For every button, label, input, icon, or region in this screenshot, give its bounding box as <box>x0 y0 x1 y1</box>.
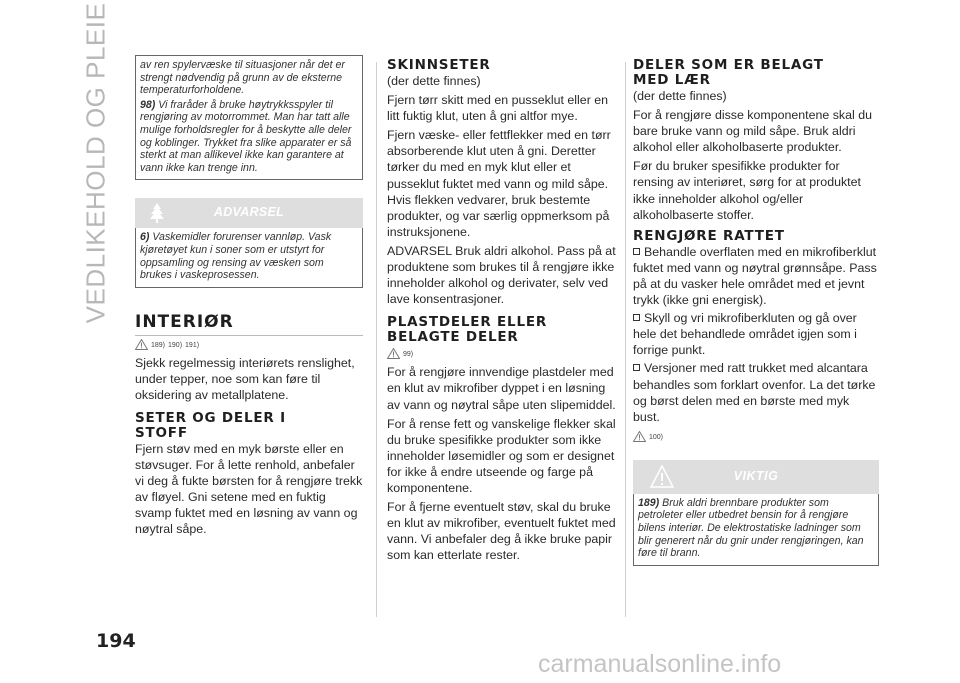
warning-6 <box>140 231 358 281</box>
plastic-p2: For å rense fett og vanskelige flekker skal du bruke spesifikke produkter som ikke inneholder løsemidler og som er designet for ikke å endre utseende og farge på komponentene. <box>387 416 616 495</box>
seats-heading-line-1: SETER OG DELER I <box>135 410 286 426</box>
plastic-p1: For å rengjøre innvendige plastdeler med en klut av mikrofiber dyppet i en løsning av vann og nøytral såpe uten slipemiddel. <box>387 365 616 412</box>
note-continuation: av ren spylervæske til situasjoner når det er strengt nødvendig på grunn av de eksterne temperaturforholdene. <box>140 59 345 97</box>
plastic-parts-heading <box>387 315 619 345</box>
note-box-98 <box>135 55 363 180</box>
page-number: 194 <box>96 630 136 652</box>
leather-parts-heading <box>633 58 879 88</box>
warning-triangle-icon <box>135 339 148 352</box>
chapter-side-title-text: VEDLIKEHOLD OG PLEIE <box>80 2 111 324</box>
steering-bullet-1-text: Behandle overflaten med en mikrofiberklut fuktet med vann og nøytral grønnsåpe. Pass på at du vasker hele området med et jevnt trykk (ikke gni energisk). <box>633 244 877 308</box>
interior-text: Sjekk regelmessig interiørets renslighet, under tepper, noe som kan føre til oksidering av metallplatene. <box>135 355 355 402</box>
plastic-p3: For å fjerne eventuelt støv, skal du bruke en klut av mikrofiber, eventuelt fuktet med vann. Vi anbefaler deg å ikke bruke papir som kan etterlate rester. <box>387 500 616 563</box>
seats-text: Fjern støv med en myk børste eller en støvsuger. For å lette renhold, anbefaler vi deg å fukte børsten for å rengjøre trekk av fløyel. Gni setene med en fuktig svamp fuktet med en løsning av vann og nøytral såpe. <box>135 442 363 537</box>
note-98 <box>140 99 358 175</box>
plastic-heading-line-1: PLASTDELER ELLER <box>387 314 548 331</box>
chapter-side-title <box>76 2 116 324</box>
important-box-189 <box>633 494 879 566</box>
leather-parts-heading-line-2: MED LÆR <box>633 72 711 88</box>
warning-6-text: Vaskemidler forurenser vannløp. Vask kjøretøyet kun i soner som er utstyrt for oppsamling og rensing av væsken som brukes i vaskeprosessen. <box>140 231 332 282</box>
seats-heading <box>135 411 363 441</box>
seats-heading-line-2: STOFF <box>135 425 188 441</box>
column-2 <box>387 55 619 566</box>
column-3 <box>633 55 879 566</box>
leather-seats-subtitle: (der dette finnes) <box>387 74 481 88</box>
steering-bullet-2-text: Skyll og vri mikrofiberkluten og gå over hele det behandlede området igjen som i forrige punkt. <box>633 311 857 358</box>
steering-references <box>633 431 879 444</box>
leather-parts-subtitle: (der dette finnes) <box>633 89 727 103</box>
note-189 <box>638 497 874 560</box>
ref-191: 191) <box>185 341 200 349</box>
ref-99: 99) <box>403 351 414 359</box>
leather-seats-p1: Fjern tørr skitt med en pusseklut eller en litt fuktig klut, uten å gni altfor mye. <box>387 93 609 124</box>
bullet-square-icon <box>633 364 640 371</box>
leather-seats-heading: SKINNSETER <box>387 57 491 73</box>
ref-189: 189) <box>151 341 166 349</box>
steering-bullet-1 <box>633 244 879 308</box>
steering-wheel-heading: RENGJØRE RATTET <box>633 227 785 244</box>
column-divider-2 <box>625 62 626 617</box>
plastic-references <box>387 348 619 361</box>
important-header <box>633 460 879 494</box>
steering-bullet-3-text: Versjoner med ratt trukket med alcantara behandles som forklart ovenfor. La det tørke og børst delen med en børste med myk bust. <box>633 361 876 424</box>
warning-box-6 <box>135 228 363 287</box>
note-98-number: 98) <box>140 98 156 111</box>
note-189-text: Bruk aldri brennbare produkter som petroleter eller utbedret bensin for å rengjøre bilens interiør. De elektrostatiske ladninger som blir generert når du gnir under rengjøringen, kan føre til brann. <box>638 496 864 560</box>
warning-6-number: 6) <box>140 231 150 244</box>
ref-100: 100) <box>649 433 664 441</box>
warning-header <box>135 198 363 228</box>
bullet-square-icon <box>633 248 640 255</box>
bullet-square-icon <box>633 314 640 321</box>
leather-parts-p2: Før du bruker spesifikke produkter for rensing av interiøret, sørg for at produktet ikke inneholder alkohol og/eller alkoholbaserte stoffer. <box>633 159 861 222</box>
leather-parts-p1: For å rengjøre disse komponentene skal du bare bruke vann og mild såpe. Bruk aldri alkohol eller alkoholbaserte produkter. <box>633 108 872 155</box>
steering-bullet-3 <box>633 360 879 424</box>
interior-heading: INTERIØR <box>135 312 363 336</box>
leather-seats-p3: ADVARSEL Bruk aldri alkohol. Pass på at produktene som brukes til å rengjøre ikke inneholder alkohol og derivater, selv ved lave konsentrasjoner. <box>387 243 616 307</box>
plastic-heading-line-2: BELAGTE DELER <box>387 329 519 346</box>
warning-title: ADVARSEL <box>213 205 285 220</box>
warning-triangle-icon <box>633 431 646 444</box>
warning-triangle-icon <box>387 348 400 361</box>
steering-bullet-2 <box>633 310 879 358</box>
column-divider-1 <box>376 62 377 617</box>
leather-seats-p2: Fjern væske- eller fettflekker med en tørr absorberende klut uten å gni. Deretter tørker du med en myk klut eller et pusseklut fuktet med vann og mild såpe. Hvis flekken vedvarer, bruk bestemte produkter, og var særlig oppmerksom på instruksjonene. <box>387 128 611 239</box>
footer-watermark: carmanualsonline.info <box>538 650 782 678</box>
leather-parts-heading-line-1: DELER SOM ER BELAGT <box>633 57 824 73</box>
column-1 <box>135 55 363 541</box>
ref-190: 190) <box>168 341 183 349</box>
note-189-number: 189) <box>638 496 660 509</box>
note-98-text: Vi fraråder å bruke høytrykksspyler til rengjøring av motorrommet. Man har tatt alle mulige forholdsregler for å beskytte alle deler og koblinger. Trykket fra slike apparater er så sterkt at man allikevel ikke kan garantere at vann ikke kan trenge inn. <box>140 98 352 174</box>
important-title: VIKTIG <box>733 468 779 483</box>
interior-references <box>135 339 363 352</box>
